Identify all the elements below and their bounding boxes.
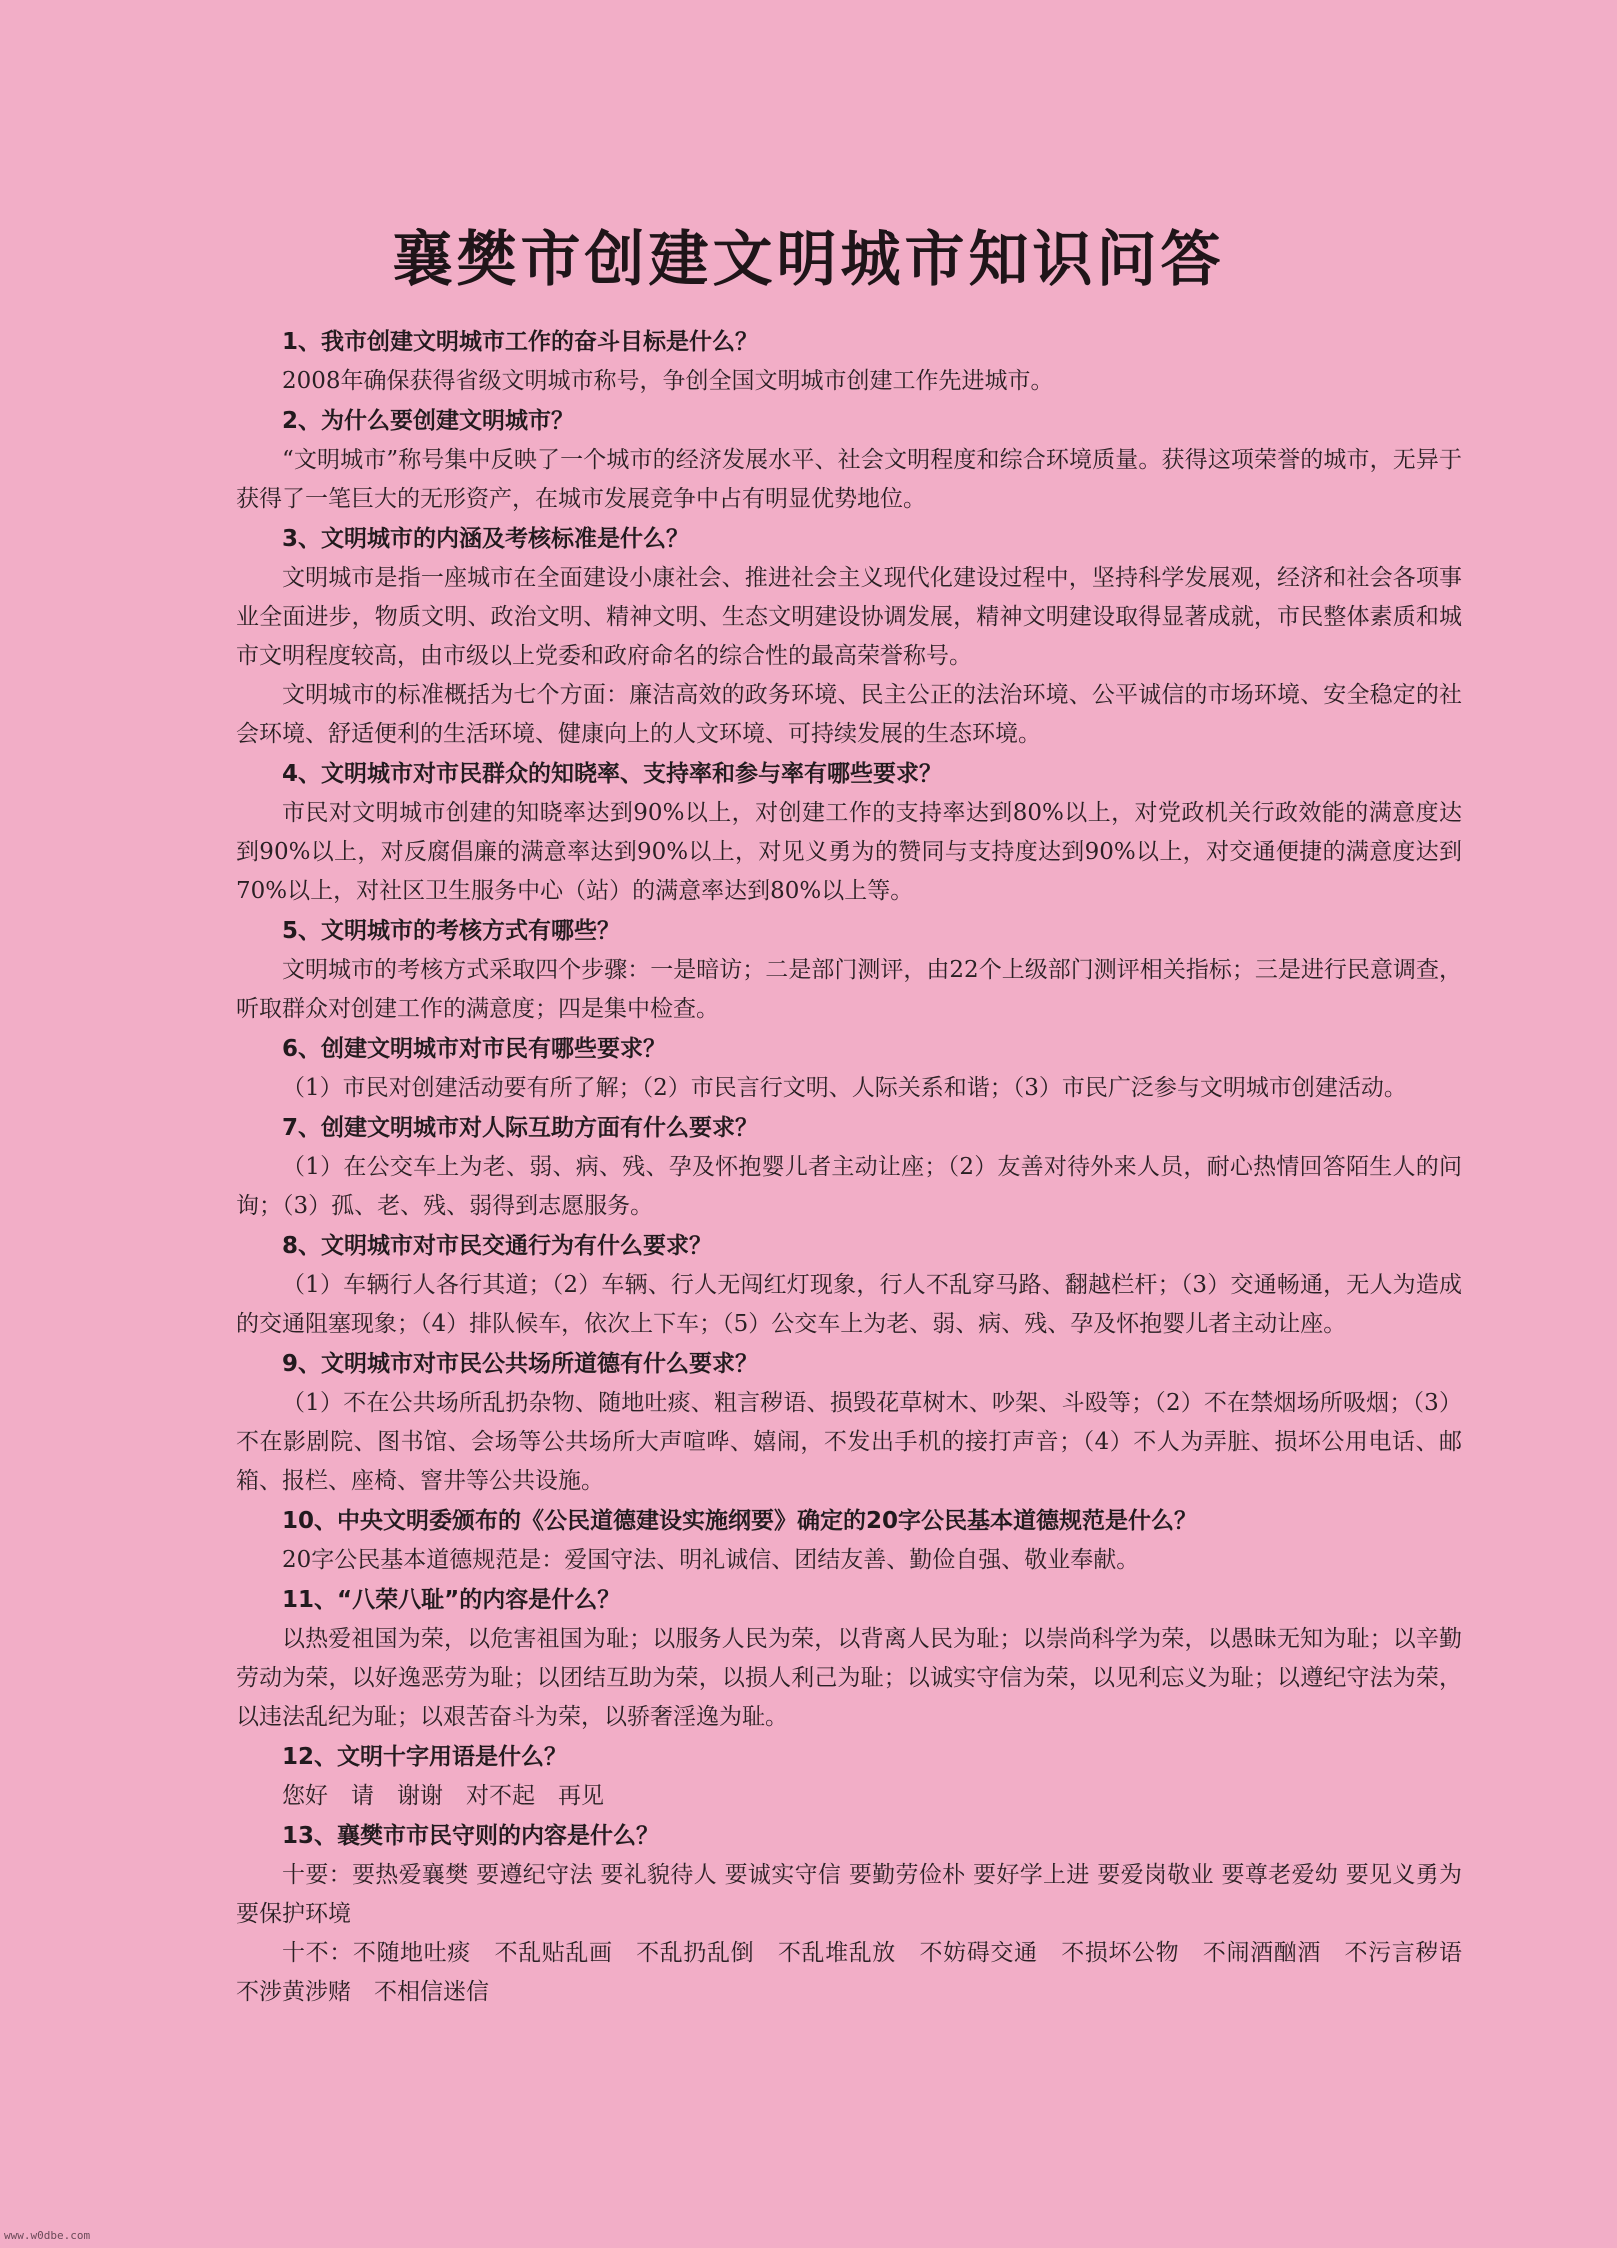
question-heading: 12、文明十字用语是什么？: [282, 1744, 568, 1770]
question-heading: 11、“八荣八耻”的内容是什么？: [282, 1587, 621, 1613]
question-heading: 4、文明城市对市民群众的知晓率、支持率和参与率有哪些要求？: [282, 761, 943, 787]
question-heading: 6、创建文明城市对市民有哪些要求？: [282, 1036, 667, 1062]
question-heading: 2、为什么要创建文明城市？: [282, 408, 575, 434]
qa-item: [236, 322, 1462, 401]
qa-item: [236, 911, 1462, 1029]
page-title: 襄樊市创建文明城市知识问答: [392, 225, 1225, 295]
qa-item: [236, 1344, 1462, 1501]
answer-paragraph: （1）不在公共场所乱扔杂物、随地吐痰、粗言秽语、损毁花草树木、吵架、斗殴等；（2）不在禁烟场所吸烟；（3）不在影剧院、图书馆、会场等公共场所大声喧哗、嬉闹，不发出手机的接打声音；（4）不人为弄脏、损坏公用电话、邮箱、报栏、座椅、窨井等公共设施。: [236, 1390, 1462, 1494]
qa-item: [236, 1737, 1462, 1816]
qa-item: [236, 1501, 1462, 1580]
answer-paragraph: （1）在公交车上为老、弱、病、残、孕及怀抱婴儿者主动让座；（2）友善对待外来人员，耐心热情回答陌生人的问询；（3）孤、老、残、弱得到志愿服务。: [236, 1154, 1462, 1219]
qa-item: [236, 401, 1462, 519]
watermark-text: www.w0dbe.com: [4, 2229, 91, 2242]
question-heading: 9、文明城市对市民公共场所道德有什么要求？: [282, 1351, 759, 1377]
answer-paragraph: 十要：要热爱襄樊 要遵纪守法 要礼貌待人 要诚实守信 要勤劳俭朴 要好学上进 要爱岗敬业 要尊老爱幼 要见义勇为 要保护环境: [236, 1862, 1462, 1927]
question-heading: 3、文明城市的内涵及考核标准是什么？: [282, 526, 690, 552]
answer-paragraph: 文明城市的考核方式采取四个步骤：一是暗访；二是部门测评，由22个上级部门测评相关指标；三是进行民意调查，听取群众对创建工作的满意度；四是集中检查。: [236, 957, 1462, 1022]
question-heading: 8、文明城市对市民交通行为有什么要求？: [282, 1233, 713, 1259]
answer-paragraph: 文明城市的标准概括为七个方面：廉洁高效的政务环境、民主公正的法治环境、公平诚信的市场环境、安全稳定的社会环境、舒适便利的生活环境、健康向上的人文环境、可持续发展的生态环境。: [236, 682, 1462, 747]
qa-item: [236, 1029, 1462, 1108]
qa-item: [236, 1580, 1462, 1737]
question-heading: 10、中央文明委颁布的《公民道德建设实施纲要》确定的20字公民基本道德规范是什么？: [282, 1508, 1198, 1534]
answer-paragraph: 20字公民基本道德规范是：爱国守法、明礼诚信、团结友善、勤俭自强、敬业奉献。: [282, 1547, 1140, 1573]
answer-paragraph: 十不：不随地吐痰 不乱贴乱画 不乱扔乱倒 不乱堆乱放 不妨碍交通 不损坏公物 不闹酒酗酒 不污言秽语 不涉黄涉赌 不相信迷信: [236, 1940, 1485, 2005]
answer-paragraph: 您好 请 谢谢 对不起 再见: [282, 1783, 604, 1809]
qa-item: [236, 1108, 1462, 1226]
question-heading: 1、我市创建文明城市工作的奋斗目标是什么？: [282, 329, 759, 355]
answer-paragraph: 2008年确保获得省级文明城市称号，争创全国文明城市创建工作先进城市。: [282, 368, 1054, 394]
qa-item: [236, 754, 1462, 911]
question-heading: 13、襄樊市市民守则的内容是什么？: [282, 1823, 660, 1849]
qa-item: [236, 519, 1462, 754]
answer-paragraph: “文明城市”称号集中反映了一个城市的经济发展水平、社会文明程度和综合环境质量。获得这项荣誉的城市，无异于获得了一笔巨大的无形资产，在城市发展竞争中占有明显优势地位。: [236, 447, 1462, 512]
qa-item: [236, 1816, 1485, 2012]
question-heading: 7、创建文明城市对人际互助方面有什么要求？: [282, 1115, 759, 1141]
answer-paragraph: 市民对文明城市创建的知晓率达到90%以上，对创建工作的支持率达到80%以上，对党政机关行政效能的满意度达到90%以上，对反腐倡廉的满意率达到90%以上，对见义勇为的赞同与支持度达到90%以上，对交通便捷的满意度达到70%以上，对社区卫生服务中心（站）的满意率达到80%以上等。: [236, 800, 1462, 904]
answer-paragraph: 以热爱祖国为荣，以危害祖国为耻；以服务人民为荣，以背离人民为耻；以崇尚科学为荣，以愚昧无知为耻；以辛勤劳动为荣，以好逸恶劳为耻；以团结互助为荣，以损人利己为耻；以诚实守信为荣，以见利忘义为耻；以遵纪守法为荣，以违法乱纪为耻；以艰苦奋斗为荣，以骄奢淫逸为耻。: [236, 1626, 1462, 1730]
answer-paragraph: 文明城市是指一座城市在全面建设小康社会、推进社会主义现代化建设过程中，坚持科学发展观，经济和社会各项事业全面进步，物质文明、政治文明、精神文明、生态文明建设协调发展，精神文明建设取得显著成就，市民整体素质和城市文明程度较高，由市级以上党委和政府命名的综合性的最高荣誉称号。: [236, 565, 1462, 669]
qa-content: [236, 322, 1485, 2012]
answer-paragraph: （1）车辆行人各行其道；（2）车辆、行人无闯红灯现象，行人不乱穿马路、翻越栏杆；（3）交通畅通，无人为造成的交通阻塞现象；（4）排队候车，依次上下车；（5）公交车上为老、弱、病、残、孕及怀抱婴儿者主动让座。: [236, 1272, 1462, 1337]
answer-paragraph: （1）市民对创建活动要有所了解；（2）市民言行文明、人际关系和谐；（3）市民广泛参与文明城市创建活动。: [282, 1075, 1407, 1101]
question-heading: 5、文明城市的考核方式有哪些？: [282, 918, 621, 944]
qa-item: [236, 1226, 1462, 1344]
